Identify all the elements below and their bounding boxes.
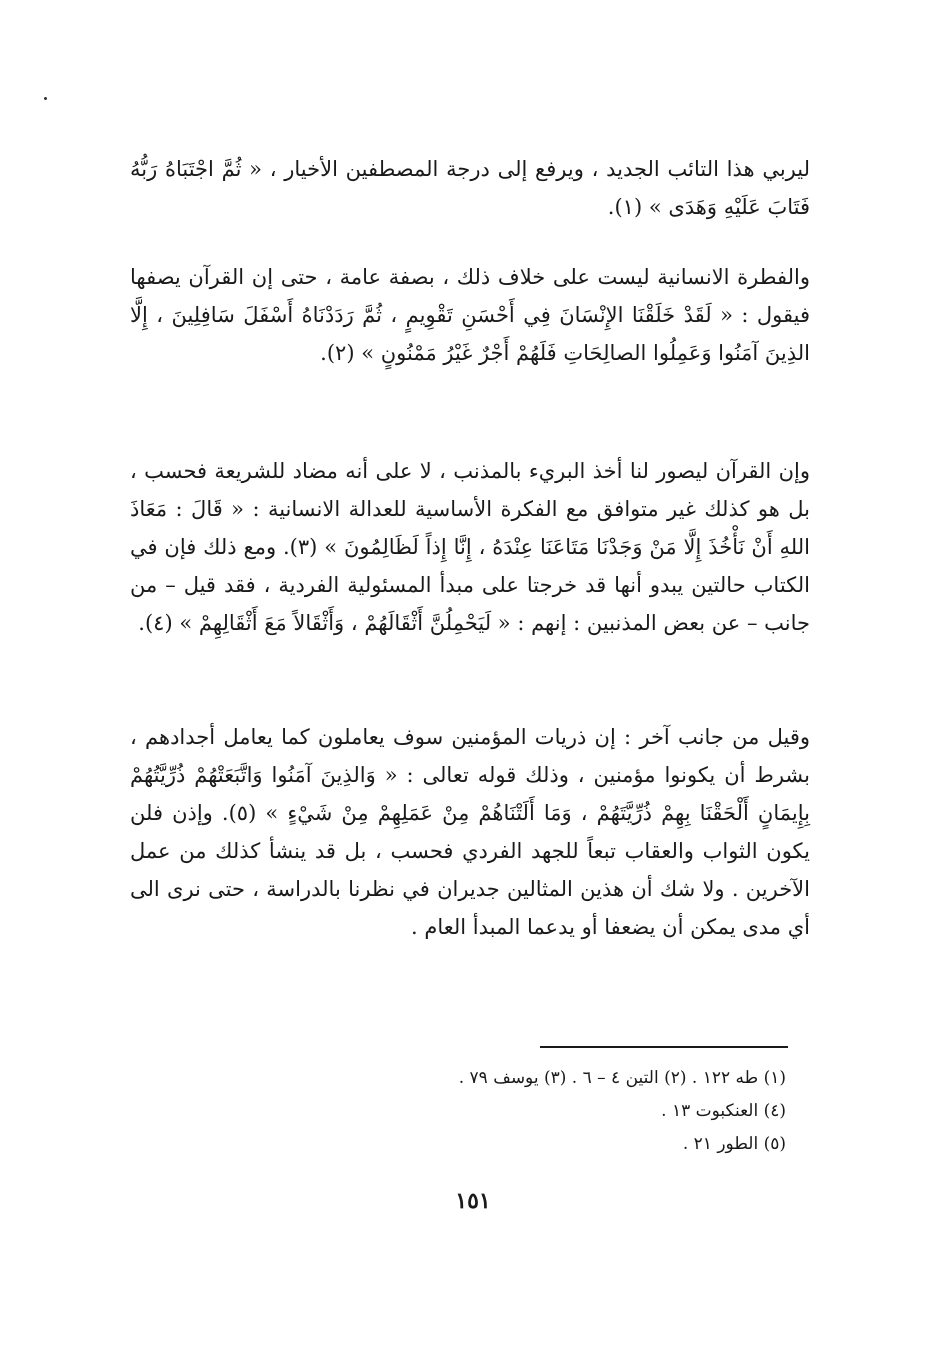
- scan-speck: [44, 97, 47, 100]
- paragraph-3: وإن القرآن ليصور لنا أخذ البريء بالمذنب ، لا على أنه مضاد للشريعة فحسب ، بل هو كذلك غير متوافق مع الفكرة الأساسية للعدالة الانسانية : « قَالَ : مَعَاذَ اللهِ أَنْ نَأْخُذَ إِلَّا مَنْ وَجَدْنَا مَتَاعَنَا عِنْدَهُ ، إِنَّا إِذاً لَظَالِمُونَ » (٣). ومع ذلك فإن في الكتاب حالتين يبدو أنها قد خرجتا على مبدأ المسئولية الفردية ، فقد قيل – من جانب – عن بعض المذنبين : إنهم : « لَيَحْمِلُنَّ أَثْقَالَهُمْ ، وَأَثْقَالاً مَعَ أَثْقَالِهِمْ » (٤).: [130, 459, 810, 635]
- footnote-line-3: (٥) الطور ٢١ .: [682, 1134, 786, 1154]
- footnote-line-2: (٤) العنكبوت ١٣ .: [661, 1101, 786, 1121]
- paragraph-1: ليربي هذا التائب الجديد ، ويرفع إلى درجة المصطفين الأخيار ، « ثُمَّ اجْتَبَاهُ رَبُّهُ فَتَابَ عَلَيْهِ وَهَدَى » (١).: [130, 157, 810, 219]
- paragraph-4: وقيل من جانب آخر : إن ذريات المؤمنين سوف يعاملون كما يعامل أجدادهم ، بشرط أن يكونوا مؤمنين ، وذلك قوله تعالى : « وَالذِينَ آمَنُوا وَاتَّبَعَتْهُمْ ذُرِّيَّتُهُمْ بِإِيمَانٍ أَلْحَقْنَا بِهِمْ ذُرِّيَّتَهُمْ ، وَمَا أَلَتْنَاهُمْ مِنْ عَمَلِهِمْ مِنْ شَيْءٍ » (٥). وإذن فلن يكون الثواب والعقاب تبعاً للجهد الفردي فحسب ، بل قد ينشأ كذلك من عمل الآخرين . ولا شك أن هذين المثالين جديران في نظرنا بالدراسة ، حتى نرى الى أي مدى يمكن أن يضعفا أو يدعما المبدأ العام .: [130, 725, 810, 939]
- footnote-divider: [540, 1046, 788, 1048]
- footnotes: [266, 1062, 786, 1161]
- footnote-line-1: (١) طه ١٢٢ . (٢) التين ٤ – ٦ . (٣) يوسف ٧٩ .: [458, 1068, 786, 1088]
- paragraph-2: والفطرة الانسانية ليست على خلاف ذلك ، بصفة عامة ، حتى إن القرآن يصفها فيقول : « لَقَدْ خَلَقْنَا الإِنْسَانَ فِي أَحْسَنِ تَقْوِيمٍ ، ثُمَّ رَدَدْنَاهُ أَسْفَلَ سَافِلِينَ ، إِلَّا الذِينَ آمَنُوا وَعَمِلُوا الصالِحَاتِ فَلَهُمْ أَجْرٌ غَيْرُ مَمْنُونٍ » (٢).: [130, 265, 810, 365]
- page-number: ١٥١: [455, 1188, 491, 1214]
